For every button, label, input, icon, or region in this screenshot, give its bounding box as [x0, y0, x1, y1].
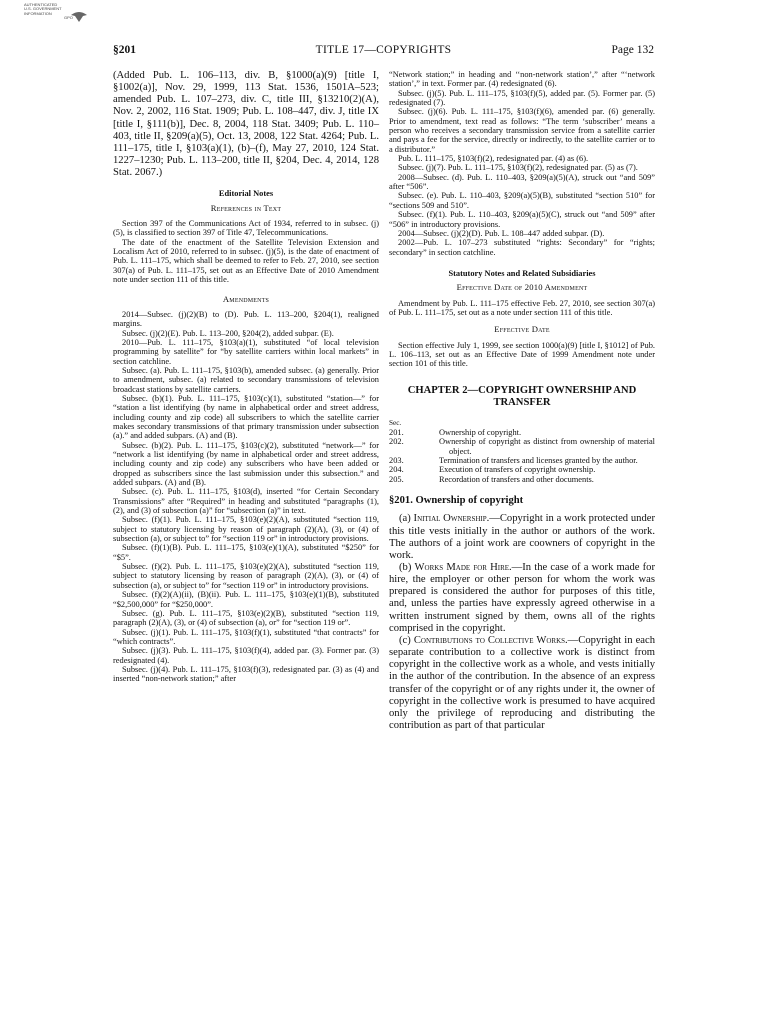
toc-section-number: 204. [389, 465, 404, 475]
reference-note: Section 397 of the Communications Act of 1934, referred to in subsec. (j)(5), is classified to section 397 of Title 47, Telecommunications. [113, 219, 379, 238]
amendment-note: Pub. L. 111–175, §103(f)(2), redesignated par. (4) as (6). [398, 154, 589, 164]
amendment-note: Subsec. (j)(7). Pub. L. 111–175, §103(f)(2), redesignated par. (5) as (7). [398, 163, 638, 173]
subsection-text: .—Copyright in a work protected under this title vests initially in the author or authors of the work. The authors of a joint work are coowners of copyright in the work. [389, 513, 656, 561]
amendment-note: Subsec. (a). Pub. L. 111–175, §103(b), amended subsec. (a) generally. Prior to amendment, subsec. (a) related to secondary transmissions of television broadcast stations by satellite carriers. [113, 365, 379, 394]
amendment-note: 2014—Subsec. (j)(2)(B) to (D). Pub. L. 113–200, §204(1), realigned margins. [113, 309, 379, 329]
subsection-caption: Initial Ownership [413, 513, 487, 525]
toc-entry [389, 465, 655, 474]
section-201-heading: §201. Ownership of copyright [389, 495, 524, 507]
toc-section-title: Termination of transfers and licenses granted by the author. [439, 456, 638, 465]
subsection-text: .—In the case of a work made for hire, the employer or other person for whom the work was prepared is considered the author for purposes of this title, and, unless the parties have expressly agreed otherwise in a written instrument signed by them, owns all of the rights comprised in the copyright. [389, 562, 655, 634]
seal-line: GPO [64, 15, 73, 21]
effective-date-2010-note: Amendment by Pub. L. 111–175 effective Feb. 27, 2010, see section 307(a) of Pub. L. 111–175, set out as a note under section 111 of this title. [389, 298, 655, 317]
toc-sec-label: Sec. [389, 418, 402, 427]
editorial-notes-heading: Editorial Notes [218, 189, 274, 199]
amendment-note: Subsec. (j)(4). Pub. L. 111–175, §103(f)(3), redesignated par. (3) as (4) and inserted “non-network station;” after [113, 664, 379, 684]
running-head [113, 44, 654, 60]
toc-entry [389, 437, 655, 456]
seal-line: U.S. GOVERNMENT [24, 6, 62, 12]
subsection-a [389, 513, 655, 562]
header-title: TITLE 17—COPYRIGHTS [315, 44, 452, 56]
toc-section-number: 203. [389, 456, 404, 465]
toc-section-title: Ownership of copyright. [439, 427, 522, 437]
amendment-note: 2008—Subsec. (d). Pub. L. 110–403, §209(a)(5)(A), struck out “and 509” after “506”. [389, 172, 655, 192]
subsection-caption: Contributions to Collective Works [413, 634, 566, 646]
amendment-note: Subsec. (c). Pub. L. 111–175, §103(d), inserted “for Certain Secondary Transmissions” after “Required” in heading and substituted “paragraphs (1), (2), and (3) of subsection (a)” for “subsection (a)” in text. [113, 487, 379, 516]
right-column [389, 70, 655, 732]
subsection-text: .—Copyright in each separate contribution to a collective work is distinct from copyright in the collective work as a whole, and vests initially in the author of the contribution. In the absence of an express transfer of the copyright or of any rights under it, the owner of copyright in the collective work is presumed to have acquired only the privilege of reproducing and distributing the contribution as part of that particular [389, 634, 655, 732]
amendment-note: Subsec. (f)(2)(A)(ii), (B)(ii). Pub. L. 111–175, §103(e)(1)(B), substituted “$2,500,000” for “$250,000”. [113, 590, 379, 609]
amendment-note: 2002—Pub. L. 107–273 substituted “rights: Secondary” for “rights; secondary” in section catchline. [389, 238, 655, 257]
chapter-table-of-contents [389, 419, 655, 484]
amendment-note: Subsec. (b)(2). Pub. L. 111–175, §103(c)(2), substituted “network—” for “network a list identifying (by name in alphabetical order and street address, including county and zip code) any subscribers who have been added or dropped as subscribers since the last submission under this subsection.” and added subpars. (A) and (B). [113, 440, 379, 488]
toc-section-title: Execution of transfers of copyright ownership. [439, 465, 596, 475]
eagle-icon [70, 9, 88, 23]
amendment-note: Subsec. (b)(1). Pub. L. 111–175, §103(c)(1), substituted “station—” for “station a list identifying (by name in alphabetical order and street address, including county and zip code) all subscribers to which the satellite carrier makes secondary transmissions of that primary transmission under subsection (a).” and added subpars. (A) and (B). [113, 393, 379, 441]
amendment-note: Subsec. (j)(3). Pub. L. 111–175, §103(f)(4), added par. (3). Former par. (3) redesignated (4). [113, 646, 379, 665]
section-201-body [389, 513, 655, 732]
subsection-lead: (c) [399, 634, 414, 646]
subsection-b [389, 562, 655, 635]
amendment-note: 2010—Pub. L. 111–175, §103(a)(1), substituted “of local television programming by satellite” for “by satellite carriers within local markets” in section catchline. [113, 337, 379, 366]
toc-section-number: 205. [389, 474, 404, 484]
chapter-heading [389, 385, 655, 409]
amendment-note: Subsec. (f)(1). Pub. L. 110–403, §209(a)(5)(C), struck out “and 509” after “506” in introductory provisions. [389, 210, 655, 229]
amendment-note: Subsec. (j)(1). Pub. L. 111–175, §103(f)(1), substituted “that contracts” for “which contracts”. [113, 627, 379, 646]
reference-note: The date of the enactment of the Satellite Television Extension and Localism Act of 2010, referred to in subsec. (j)(5), is the date of enactment of Pub. L. 111–175, which shall be deemed to refer to Feb. 27, 2010, see section 307(a) of Pub. L. 111–175, set out as an Effective Date of 2010 Amendment note under section 111 of this title. [113, 237, 379, 285]
amendment-note-continued: “Network station;” in heading and ‘‘non-network station’,” after “‘network station’,” in text. Former par. (4) redesignated (6). [389, 70, 655, 89]
amendment-note: Subsec. (j)(5). Pub. L. 111–175, §103(f)(5), added par. (5). Former par. (5) redesignated (7). [389, 88, 655, 108]
amendment-note: 2004—Subsec. (j)(2)(D). Pub. L. 108–447 added subpar. (D). [398, 228, 605, 238]
toc-entry [389, 475, 655, 484]
effective-date-2010-heading: Effective Date of 2010 Amendment [456, 282, 588, 293]
amendment-note: Subsec. (j)(6). Pub. L. 111–175, §103(f)(6), amended par. (6) generally. Prior to amendment, text read as follows: “The term ‘subscriber’ means a person who receives a secondary transmission service from a satellite carrier and pays a fee for the service, directly or indirectly, to the satellite carrier or to a distributor.” [389, 107, 655, 154]
subsection-caption: Works Made for Hire [414, 562, 510, 573]
amendment-note: Subsec. (f)(1)(B). Pub. L. 111–175, §103(e)(1)(A), substituted “$250” for “$5”. [113, 543, 379, 562]
gpo-authentication-seal [24, 3, 88, 25]
amendment-note: Subsec. (j)(2)(E). Pub. L. 113–200, §204(2), added subpar. (E). [122, 328, 334, 338]
seal-line: INFORMATION [24, 10, 52, 16]
statutory-notes-heading: Statutory Notes and Related Subsidiaries [448, 268, 596, 278]
seal-line: AUTHENTICATED [24, 2, 58, 7]
toc-entry [389, 456, 655, 465]
toc-section-number: 202. [389, 437, 404, 447]
references-heading: References in Text [210, 202, 282, 213]
effective-date-note: Section effective July 1, 1999, see section 1000(a)(9) [title I, §1012] of Pub. L. 106–113, set out as an Effective Date of 1999 Amendment note under section 101 of this title. [389, 340, 655, 369]
toc-section-title: Ownership of copyright as distinct from ownership of material object. [439, 437, 655, 456]
effective-date-heading: Effective Date [494, 324, 550, 335]
left-column [113, 70, 379, 684]
chapter-heading-line: CHAPTER 2—COPYRIGHT OWNERSHIP AND [407, 384, 637, 396]
chapter-heading-line: TRANSFER [493, 396, 551, 408]
amendments-heading: Amendments [222, 293, 270, 304]
source-credit-text: (Added Pub. L. 106–113, div. B, §1000(a)(9) [title I, §1002(a)], Nov. 29, 1999, 113 Stat. 1536, 1501A–523; amended Pub. L. 107–273, div. C, title III, §13210(2)(A), Nov. 2, 2002, 116 Stat. 1909; Pub. L. 108–447, div. J, title IX [title I, §111(b)], Dec. 8, 2004, 118 Stat. 3409; Pub. L. 110–403, title II, §209(a)(5), Oct. 13, 2008, 122 Stat. 4264; Pub. L. 111–175, title I, §103(a)(1), (b)–(f), May 27, 2010, 124 Stat. 1227–1230; Pub. L. 113–200, title II, §204, Dec. 4, 2014, 128 Stat. 2067.) [113, 70, 379, 179]
toc-section-number: 201. [389, 427, 404, 437]
subsection-lead: (a) [399, 513, 414, 525]
subsection-lead: (b) [399, 562, 415, 573]
header-section-number: §201 [113, 44, 136, 56]
source-credit [113, 70, 379, 179]
subsection-c [389, 635, 655, 732]
amendment-note: Subsec. (f)(2). Pub. L. 111–175, §103(e)(2)(A), substituted “section 119, subject to statutory licensing by reason of paragraph (2)(A), (3), or (4) of subsection (a), or subject to” for “section 119 or” in introductory provisions. [113, 562, 379, 590]
amendment-note: Subsec. (f)(1). Pub. L. 111–175, §103(e)(2)(A), substituted “section 119, subject to statutory licensing by reason of paragraph (2)(A), (3), or (4) of subsection (a), or subject to” for “section 119 or” in introductory provisions. [113, 515, 379, 544]
header-page-number: Page 132 [611, 44, 654, 56]
toc-entry [389, 428, 655, 437]
amendment-note: Subsec. (e). Pub. L. 110–403, §209(a)(5)(B), substituted “section 510” for “sections 509 and 510”. [389, 191, 655, 210]
amendment-note: Subsec. (g). Pub. L. 111–175, §103(e)(2)(B), substituted “section 119, paragraph (2)(A), (3), or (4) of subsection (a), or” for “section 119 or”. [113, 608, 379, 628]
toc-section-title: Recordation of transfers and other documents. [439, 474, 594, 484]
